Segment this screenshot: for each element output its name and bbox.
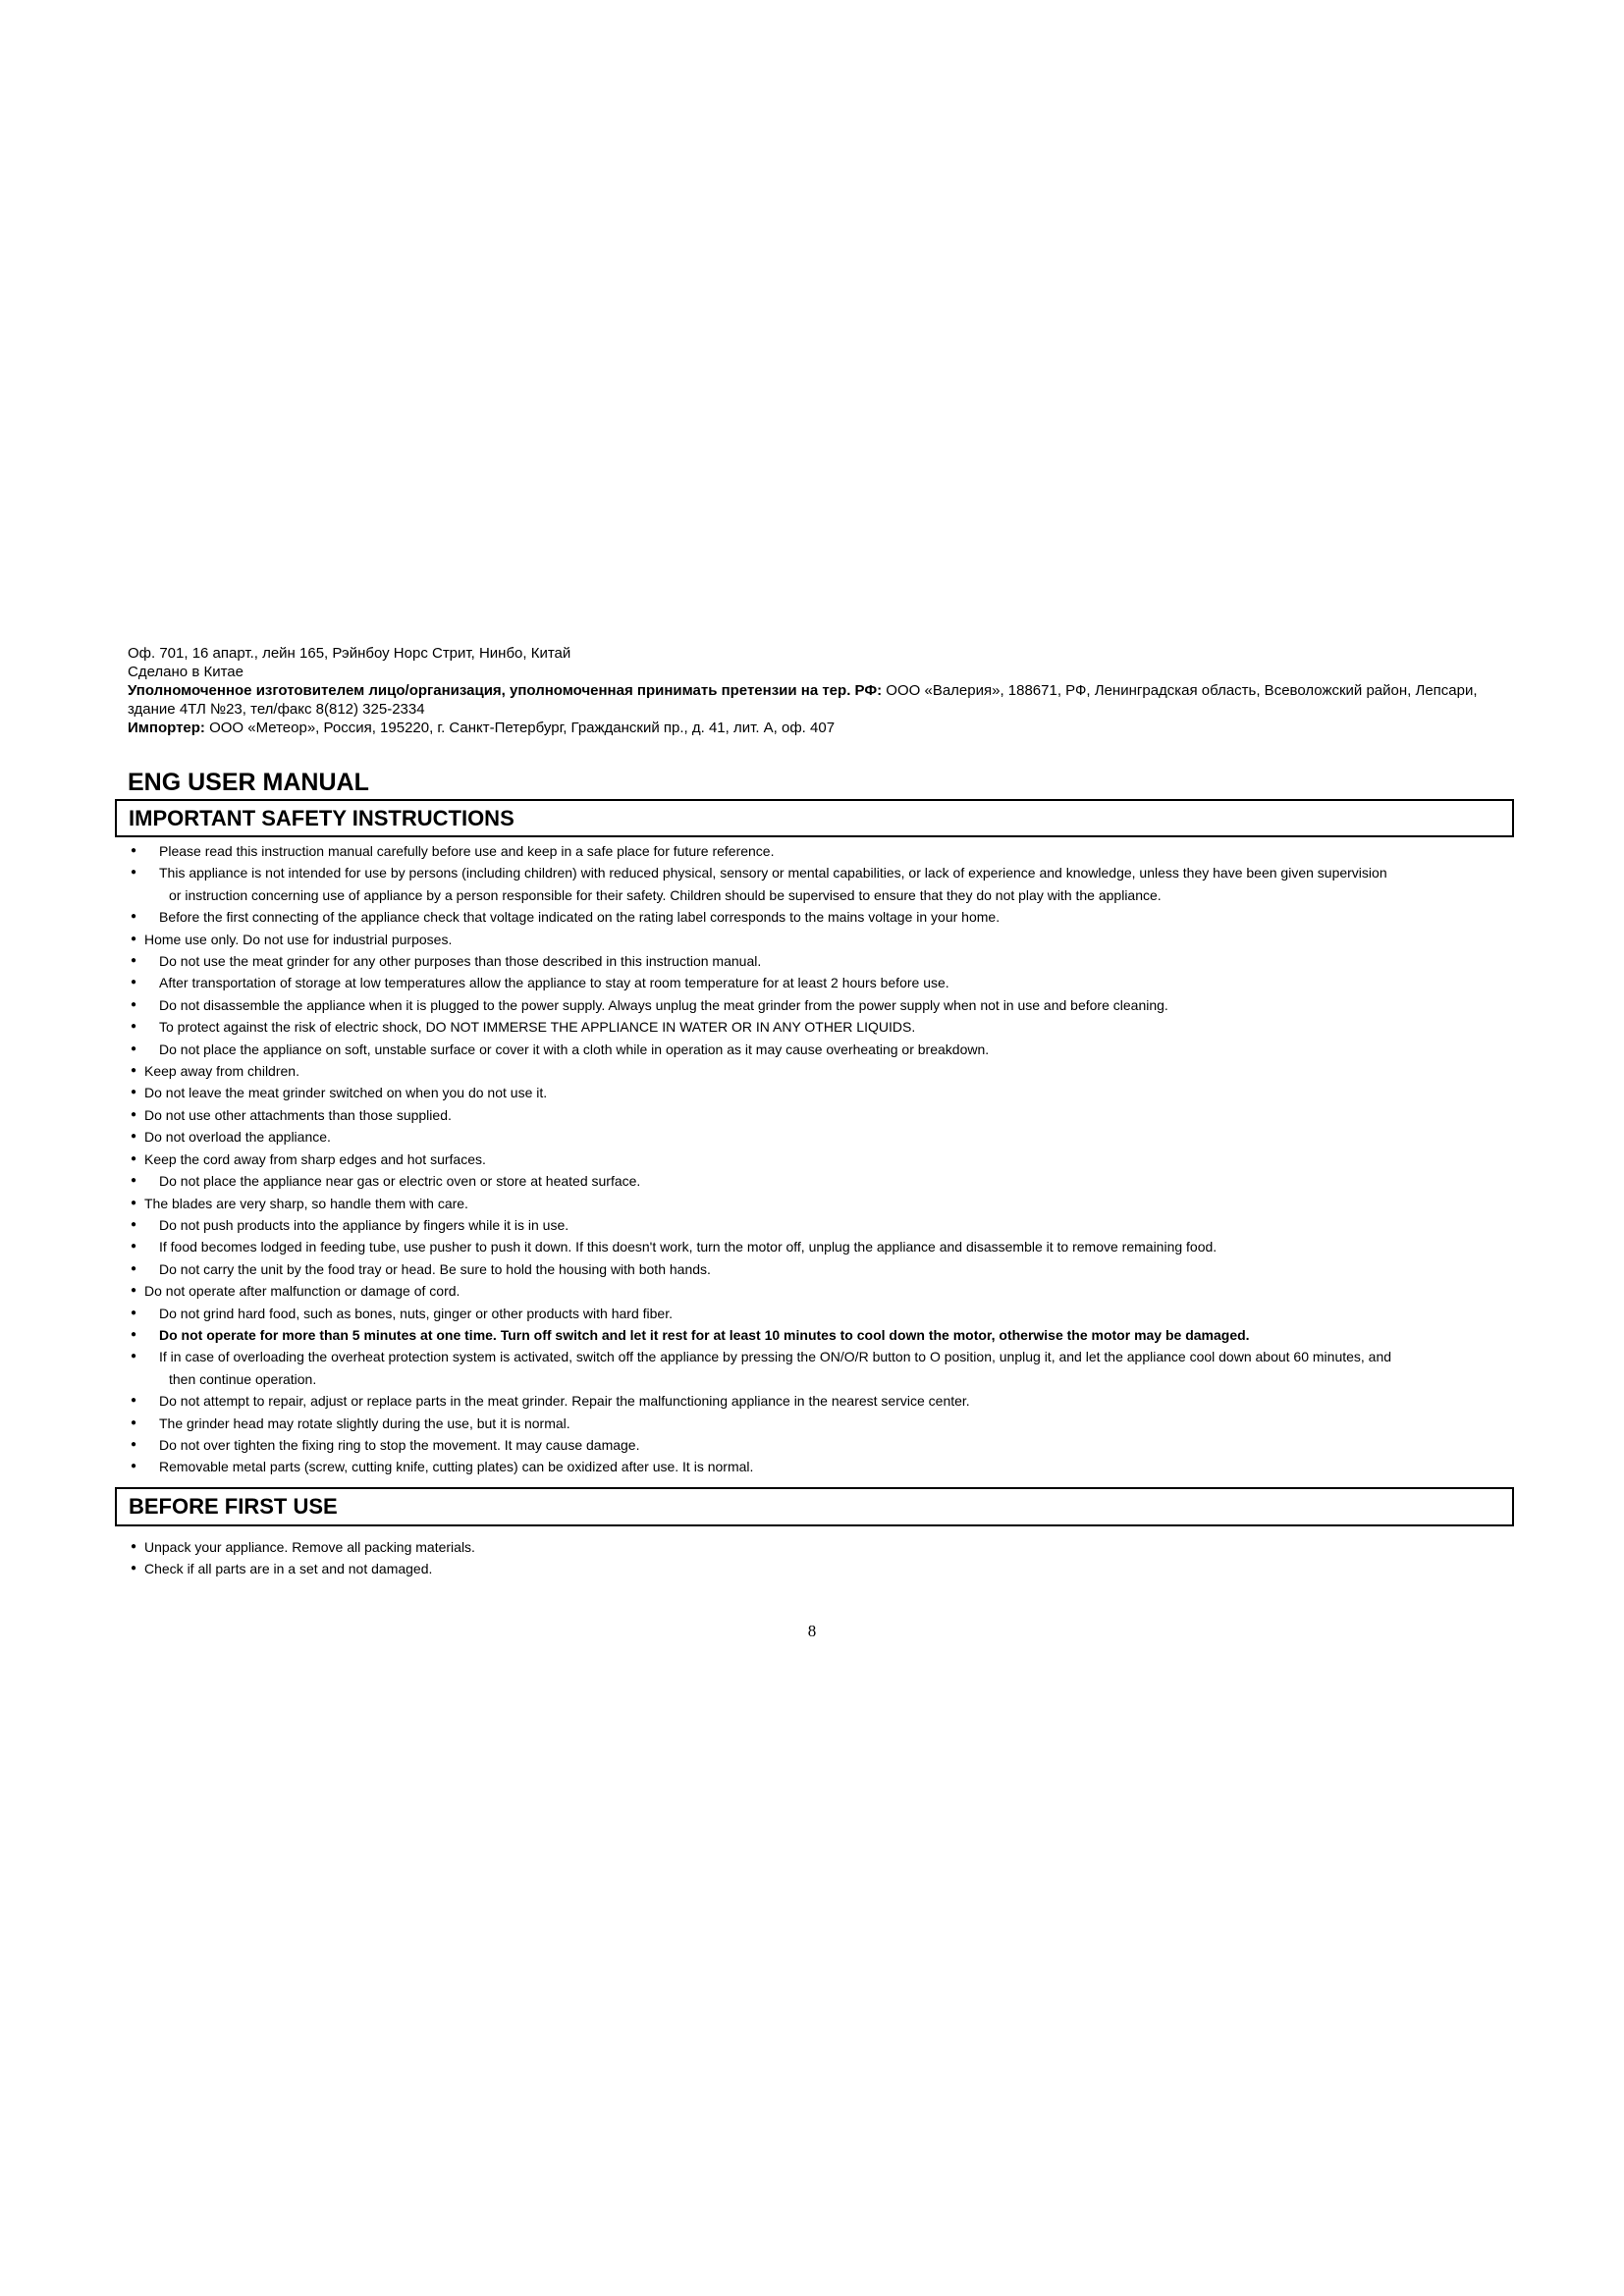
- safety-item-text: Do not overload the appliance.: [144, 1129, 331, 1146]
- bullet-icon: ●: [131, 1021, 137, 1033]
- importer: [128, 719, 1512, 737]
- safety-item: [0, 1280, 1624, 1302]
- bullet-icon: ●: [131, 933, 137, 944]
- bullet-icon: ●: [131, 1461, 137, 1472]
- before-first-use-item: [0, 1536, 1624, 1558]
- safety-item-text: Before the first connecting of the appliance check that voltage indicated on the rating label corresponds to the mains voltage in your home.: [159, 909, 1001, 926]
- bullet-icon: ●: [131, 998, 137, 1010]
- authorized-value-cont: здание 4ТЛ №23, тел/факс 8(812) 325-2334: [128, 701, 425, 718]
- page-number: 8: [807, 1622, 817, 1640]
- made-in: Сделано в Китае: [128, 664, 244, 680]
- importer-label: Импортер:: [128, 720, 205, 736]
- bullet-icon: ●: [131, 1416, 137, 1428]
- safety-item: [0, 1104, 1624, 1126]
- safety-item: [0, 972, 1624, 993]
- safety-item: [0, 1082, 1624, 1103]
- safety-item-text: Do not attempt to repair, adjust or replace parts in the meat grinder. Repair the malfunctioning appliance in the nearest service center.: [159, 1393, 970, 1410]
- bullet-icon: ●: [131, 1285, 137, 1297]
- safety-item: [0, 840, 1624, 862]
- before-first-use-heading-box: [115, 1487, 1514, 1526]
- authorized-label: Уполномоченное изготовителем лицо/организация, уполномоченная принимать претензии на тер. РФ:: [128, 682, 883, 699]
- safety-item-text: Keep away from children.: [144, 1063, 299, 1080]
- bullet-icon: ●: [131, 1065, 137, 1077]
- safety-item: [0, 862, 1624, 906]
- bullet-icon: ●: [131, 1328, 137, 1340]
- safety-item-text: After transportation of storage at low temperatures allow the appliance to stay at room temperature for at least 2 hours before use.: [159, 975, 949, 991]
- safety-heading: IMPORTANT SAFETY INSTRUCTIONS: [129, 806, 514, 830]
- safety-item: [0, 1214, 1624, 1236]
- manufacturer-address: Оф. 701, 16 апарт., лейн 165, Рэйнбоу Норс Стрит, Нинбо, Китай: [128, 645, 571, 662]
- safety-item: [0, 950, 1624, 972]
- bullet-icon: ●: [131, 1563, 137, 1575]
- safety-item-text: Do not grind hard food, such as bones, nuts, ginger or other products with hard fiber.: [159, 1305, 673, 1321]
- safety-item-text: This appliance is not intended for use by persons (including children) with reduced physical, sensory or mental capabilities, or lack of experience and knowledge, unless they have been given supervision: [159, 865, 1387, 881]
- safety-item-text: Keep the cord away from sharp edges and hot surfaces.: [144, 1150, 486, 1167]
- safety-item-text: Do not use the meat grinder for any other purposes than those described in this instruction manual.: [159, 953, 762, 970]
- safety-item-text: Do not place the appliance near gas or electric oven or store at heated surface.: [159, 1173, 641, 1190]
- bullet-icon: ●: [131, 955, 137, 967]
- safety-item: [0, 1016, 1624, 1038]
- safety-item: [0, 1390, 1624, 1412]
- bullet-icon: ●: [131, 1087, 137, 1098]
- manufacturer-info: [128, 644, 1512, 737]
- safety-item-text-cont: then continue operation.: [169, 1370, 317, 1387]
- bullet-icon: ●: [131, 1042, 137, 1054]
- safety-item-text: Do not over tighten the fixing ring to stop the movement. It may cause damage.: [159, 1436, 640, 1453]
- safety-item: [0, 994, 1624, 1016]
- bullet-icon: ●: [131, 1175, 137, 1187]
- bullet-icon: ●: [131, 1131, 137, 1143]
- before-first-use-heading: BEFORE FIRST USE: [129, 1494, 338, 1519]
- safety-list: [0, 840, 1624, 1478]
- manual-title: ENG USER MANUAL: [128, 769, 369, 796]
- safety-item: [0, 1324, 1624, 1346]
- safety-heading-box: [115, 799, 1514, 837]
- safety-item-text: Home use only. Do not use for industrial purposes.: [144, 931, 453, 947]
- bullet-icon: ●: [131, 1541, 137, 1552]
- safety-item-text: Do not push products into the appliance by fingers while it is in use.: [159, 1216, 569, 1233]
- bullet-icon: ●: [131, 1108, 137, 1120]
- safety-item: [0, 1456, 1624, 1477]
- safety-item-text: Do not operate after malfunction or damage of cord.: [144, 1283, 460, 1300]
- safety-item-text: Do not disassemble the appliance when it is plugged to the power supply. Always unplug the meat grinder from the power supply when not in use and before cleaning.: [159, 996, 1168, 1013]
- safety-item: [0, 929, 1624, 950]
- safety-item-text: If in case of overloading the overheat protection system is activated, switch off the appliance by pressing the ON/O/R button to O position, unplug it, and let the appliance cool down about 60 minutes, and: [159, 1349, 1392, 1365]
- bullet-icon: ●: [131, 977, 137, 988]
- bullet-icon: ●: [131, 1307, 137, 1318]
- safety-item: [0, 1303, 1624, 1324]
- bullet-icon: ●: [131, 1438, 137, 1450]
- bullet-icon: ●: [131, 1262, 137, 1274]
- safety-item: [0, 1126, 1624, 1148]
- bullet-icon: ●: [131, 1241, 137, 1253]
- before-first-use-list: [0, 1536, 1624, 1580]
- bullet-icon: ●: [131, 867, 137, 879]
- safety-item: [0, 1434, 1624, 1456]
- safety-item: [0, 1236, 1624, 1257]
- bullet-icon: ●: [131, 845, 137, 856]
- safety-item-text: To protect against the risk of electric shock, DO NOT IMMERSE THE APPLIANCE IN WATER OR IN ANY OTHER LIQUIDS.: [159, 1019, 916, 1036]
- safety-item: [0, 1413, 1624, 1434]
- safety-item-text: Do not leave the meat grinder switched on when you do not use it.: [144, 1085, 548, 1101]
- safety-item-text: Do not operate for more than 5 minutes at one time. Turn off switch and let it rest for at least 10 minutes to cool down the motor, otherwise the motor may be damaged.: [159, 1326, 1250, 1343]
- bullet-icon: ●: [131, 1351, 137, 1362]
- safety-item-text: The grinder head may rotate slightly during the use, but it is normal.: [159, 1415, 570, 1431]
- bullet-icon: ●: [131, 1197, 137, 1208]
- authorized-value: ООО «Валерия», 188671, РФ, Ленинградская область, Всеволожский район, Лепсари,: [882, 682, 1478, 699]
- bullet-icon: ●: [131, 911, 137, 923]
- safety-item: [0, 1170, 1624, 1192]
- bullet-icon: ●: [131, 1395, 137, 1407]
- safety-item-text: Please read this instruction manual carefully before use and keep in a safe place for future reference.: [159, 843, 775, 859]
- safety-item-text: Removable metal parts (screw, cutting knife, cutting plates) can be oxidized after use. It is normal.: [159, 1459, 754, 1475]
- safety-item: [0, 1039, 1624, 1060]
- safety-item-text: The blades are very sharp, so handle them with care.: [144, 1195, 468, 1211]
- safety-item-text-cont: or instruction concerning use of appliance by a person responsible for their safety. Children should be supervised to ensure that they do not play with the appliance.: [169, 886, 1162, 903]
- authorized-representative: [128, 681, 1512, 700]
- safety-item: [0, 906, 1624, 928]
- safety-item-text: Do not place the appliance on soft, unstable surface or cover it with a cloth while in operation as it may cause overheating or breakdown.: [159, 1041, 990, 1057]
- safety-item-text: Do not carry the unit by the food tray or head. Be sure to hold the housing with both hands.: [159, 1260, 711, 1277]
- safety-item: [0, 1193, 1624, 1214]
- safety-item: [0, 1346, 1624, 1390]
- before-first-use-item: [0, 1558, 1624, 1579]
- bullet-icon: ●: [131, 1218, 137, 1230]
- safety-item-text: Do not use other attachments than those supplied.: [144, 1106, 452, 1123]
- safety-item: [0, 1258, 1624, 1280]
- importer-value: ООО «Метеор», Россия, 195220, г. Санкт-Петербург, Гражданский пр., д. 41, лит. А, оф. 407: [204, 720, 836, 736]
- safety-item-text: If food becomes lodged in feeding tube, use pusher to push it down. If this doesn't work, turn the motor off, unplug the appliance and disassemble it to remove remaining food.: [159, 1239, 1218, 1255]
- safety-item: [0, 1148, 1624, 1170]
- bullet-icon: ●: [131, 1152, 137, 1164]
- before-first-use-item-text: Check if all parts are in a set and not damaged.: [144, 1561, 433, 1577]
- before-first-use-item-text: Unpack your appliance. Remove all packing materials.: [144, 1539, 475, 1555]
- safety-item: [0, 1060, 1624, 1082]
